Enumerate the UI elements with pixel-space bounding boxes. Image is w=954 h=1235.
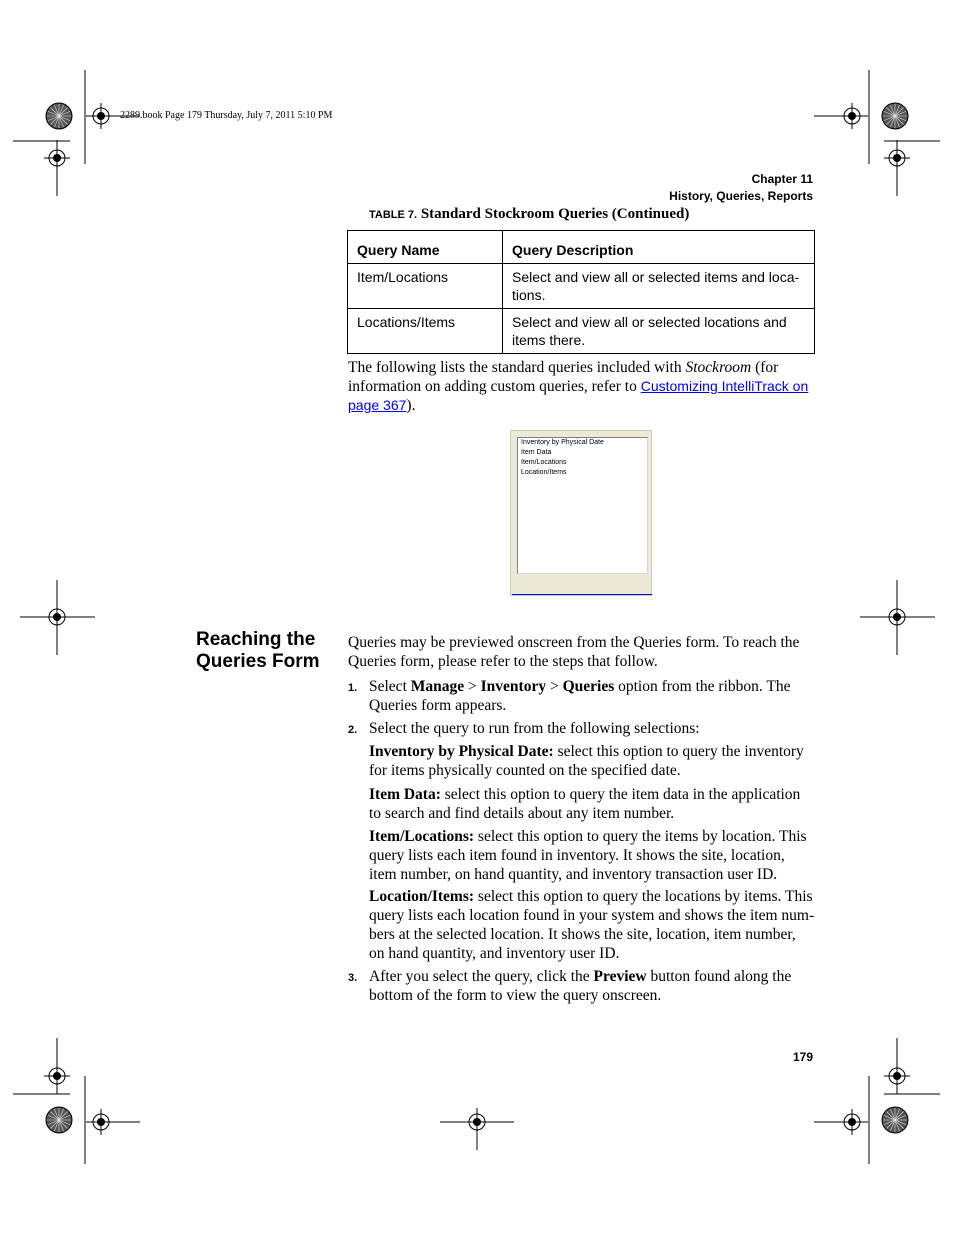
step-2: Select the query to run from the following selections: — [369, 720, 700, 737]
option-item-locations — [369, 827, 815, 884]
menu-queries: Queries — [562, 678, 615, 695]
option-text: select this option to query the locations by items. This query lists each location found in your system and shows the item num-bers at the selected location. It shows the site, location, item number, on hand quantity, and inventory user ID. — [369, 888, 815, 962]
intro-text: (for information on adding custom queries, refer to — [348, 359, 779, 395]
list-item[interactable]: Inventory by Physical Date — [521, 439, 604, 446]
option-item-data — [369, 785, 811, 823]
step-text: Select — [369, 678, 411, 695]
option-inventory-by-physical-date — [369, 742, 811, 780]
table-caption-label: TABLE 7. — [369, 209, 418, 221]
section-heading-line: Reaching the — [196, 629, 316, 650]
section-intro: Queries may be previewed onscreen from the Queries form. To reach the Queries form, please refer to the steps that follow. — [348, 634, 800, 670]
queries-list-screenshot — [510, 430, 652, 596]
step-text: > — [464, 678, 481, 695]
step-3 — [369, 967, 809, 1005]
table-caption — [369, 206, 689, 223]
section-heading-line: Queries Form — [196, 651, 320, 672]
table-cell-query-name: Locations/Items — [348, 309, 503, 354]
queries-listbox[interactable] — [517, 437, 648, 574]
table-row — [348, 264, 815, 309]
page-number: 179 — [792, 1050, 813, 1064]
option-term: Location/Items: — [369, 888, 475, 905]
option-text: select this option to query the item data in the application to search and find details about any item number. — [369, 786, 801, 822]
step-number: 2. — [348, 724, 358, 736]
step-number: 3. — [348, 972, 358, 984]
list-item[interactable]: Item Data — [521, 449, 552, 456]
table-cell-query-description: Select and view all or selected locations and items there. — [503, 309, 815, 354]
menu-inventory: Inventory — [480, 678, 547, 695]
step-text: After you select the query, click the — [369, 968, 594, 985]
option-term: Item/Locations: — [369, 828, 475, 845]
intro-text: ). — [406, 397, 416, 414]
table-header-row — [348, 231, 815, 264]
table-header-cell: Query Description — [503, 231, 815, 264]
running-header — [669, 171, 813, 205]
option-text: select this option to query the items by location. This query lists each item found in inventory. It shows the site, location, item number, on hand quantity, and inventory transaction user ID. — [369, 828, 807, 883]
step-text: option from the ribbon. The Queries form appears. — [369, 678, 791, 714]
figure-underline — [512, 594, 652, 595]
option-term: Inventory by Physical Date: — [369, 743, 554, 760]
preview-button-label: Preview — [593, 968, 647, 985]
table-caption-title: Standard Stockroom Queries (Continued) — [420, 206, 690, 222]
menu-manage: Manage — [410, 678, 465, 695]
step-1 — [369, 677, 809, 715]
table-header-cell: Query Name — [348, 231, 503, 264]
step-text: button found along the bottom of the form to view the query onscreen. — [369, 968, 792, 1004]
chapter-label: Chapter 11 — [751, 172, 813, 186]
option-term: Item Data: — [369, 786, 441, 803]
intro-text: The following lists the standard queries included with — [348, 359, 686, 376]
section-heading — [196, 629, 320, 673]
option-text: select this option to query the inventory for items physically counted on the specified date. — [369, 743, 804, 779]
step-number: 1. — [348, 682, 358, 694]
step-text: > — [546, 678, 563, 695]
customizing-link[interactable]: Customizing IntelliTrack on page 367 — [348, 378, 809, 413]
list-item[interactable]: Item/Locations — [521, 459, 567, 466]
table-cell-query-description: Select and view all or selected items and loca-tions. — [503, 264, 815, 309]
intro-product-name: Stockroom — [685, 359, 752, 376]
list-item[interactable]: Location/Items — [521, 469, 567, 476]
print-slug: 2289.book Page 179 Thursday, July 7, 2011 5:10 PM — [120, 110, 333, 121]
intro-paragraph — [348, 358, 818, 415]
table-cell-query-name: Item/Locations — [348, 264, 503, 309]
option-location-items — [369, 887, 815, 963]
chapter-title: History, Queries, Reports — [669, 189, 813, 203]
queries-table — [347, 230, 815, 354]
table-row — [348, 309, 815, 354]
